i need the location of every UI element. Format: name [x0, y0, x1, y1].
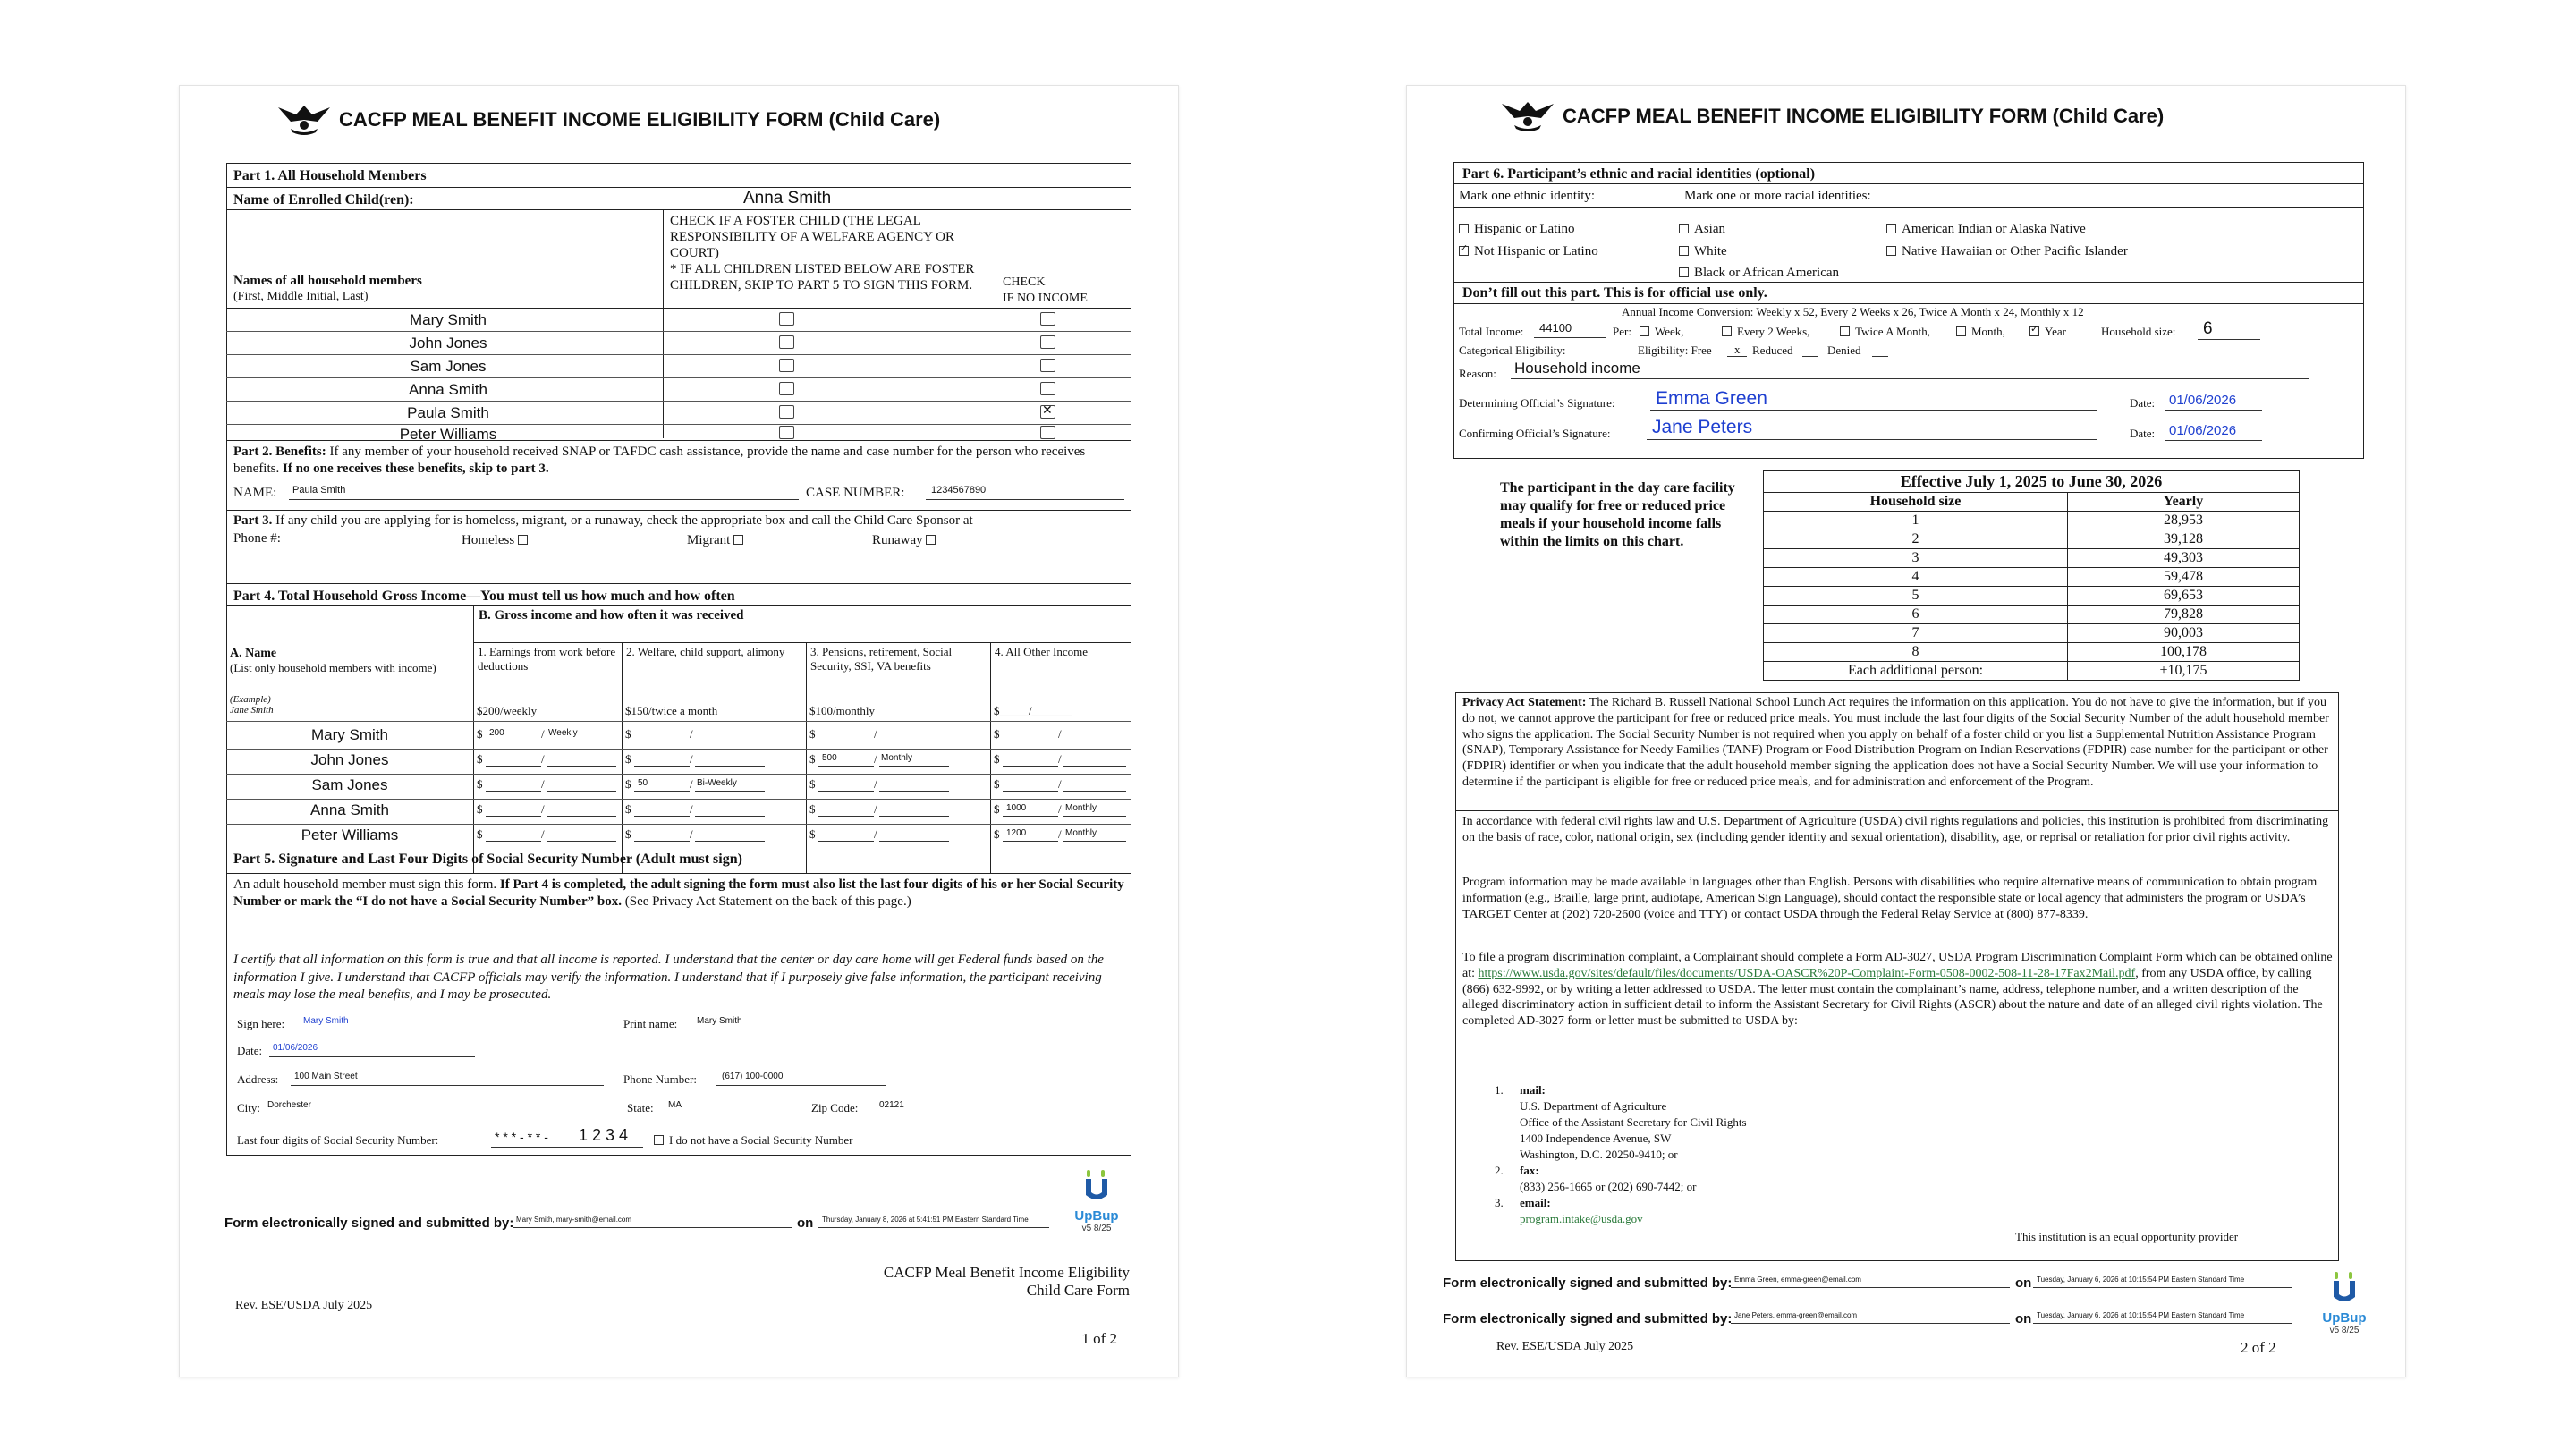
household-size-cell: 2	[1764, 530, 2068, 549]
determining-signature[interactable]: Emma Green	[1656, 388, 1767, 409]
no-income-header-2: IF NO INCOME	[1003, 292, 1088, 305]
address-value[interactable]: 100 Main Street	[294, 1072, 358, 1081]
income-member-name[interactable]: Peter Williams	[301, 826, 399, 843]
ethnic-option[interactable]	[1459, 222, 1574, 237]
frequency-separator: /	[874, 827, 877, 841]
dollar-sign: $	[477, 827, 483, 841]
civil-rights-p2: Program information may be made available in languages other than English. Persons with disabilities who require alternative means of communication to obtain program information (e.g., Braille, large print, audiotape, American Sign Language), should contact the responsible state or local agency that administers the program or USDA’s TARGET Center at (202) 720-2600 (voice and TTY) or contact USDA through the Federal Relay Service at (800) 877-8339.	[1462, 876, 2318, 921]
reduced-label: Reduced	[1752, 343, 1793, 357]
revision-label: Rev. ESE/USDA July 2025	[1496, 1340, 1634, 1353]
example-val-3: $100/monthly	[809, 704, 875, 717]
upbup-icon	[2330, 1270, 2359, 1306]
racial-option-label: Black or African American	[1694, 266, 1840, 280]
part3-lead: Part 3.	[233, 513, 273, 528]
email-number: 3.	[1495, 1196, 1504, 1209]
no-income-checkbox-checked[interactable]	[1040, 405, 1055, 419]
per-option[interactable]	[2029, 326, 2066, 338]
table-row	[1764, 624, 2300, 643]
part2-body: If any member of your household received SNAP or TAFDC cash assistance, provide the name and case number for the person who receives benefits.	[233, 445, 1086, 476]
part4-col-b: B. Gross income and how often it was received	[479, 608, 744, 623]
signed-on-value: Thursday, January 8, 2026 at 5:41:51 PM Eastern Standard Time	[822, 1216, 1029, 1224]
upbup-version: v5 8/25	[2329, 1326, 2360, 1335]
racial-option-label: White	[1694, 244, 1727, 258]
determining-date-label: Date:	[2130, 396, 2156, 410]
frequency-separator: /	[1058, 802, 1062, 816]
table-row	[1764, 587, 2300, 606]
household-size-cell: 1	[1764, 512, 2068, 530]
email-label: email:	[1520, 1196, 1551, 1209]
signed-on-label: on	[797, 1216, 814, 1231]
eligibility-label: Eligibility: Free	[1638, 343, 1712, 357]
part4-col1: 1. Earnings from work before deductions	[478, 645, 616, 673]
case-number-label: CASE NUMBER:	[806, 486, 905, 500]
print-name-value[interactable]: Mary Smith	[697, 1016, 742, 1026]
complaint-text-b: , from any USDA office, by calling (866) 632-9992, or by writing a letter addressed to USDA. The letter must contain the complainant’s name, address, telephone number, and a written description of the alleged discriminatory action in sufficient detail to inform the Assistant Secretary for Civil Rights (ASCR) about the nature and date of an alleged civil rights violation. The completed AD-3027 form or letter must be submitted to USDA by:	[1462, 966, 2323, 1029]
privacy-text: The Richard B. Russell National School Lunch Act requires the information on this application. You do not have to give the information, but if you do not, we cannot approve the participant for free or reduced price meals. You must include the last four digits of the Social Security Number of the adult household member who signs the application. The Social Security Number is not required when you apply on behalf of a foster child or you list a Supplemental Nutrition Assistance Program (SNAP), Temporary Assistance for Needy Families (TANF) Program or Food Distribution Program on Indian Reservations (FDPIR) case number for the participant or other (FDPIR) identifier or when you indicate that the adult household member signing the application does not have a Social Security Number. We will use your information to determine if the participant is eligible for free or reduced price meals, and for administration and enforcement of the Program.	[1462, 696, 2329, 789]
page-header	[1500, 98, 2164, 134]
table-row	[1764, 606, 2300, 624]
income-member-name[interactable]: Anna Smith	[310, 801, 389, 818]
civil-rights-p3	[1462, 950, 2335, 1030]
runaway-label: Runaway	[872, 533, 923, 547]
member-name[interactable]: Mary Smith	[410, 311, 487, 328]
determining-label: Determining Official’s Signature:	[1459, 396, 1615, 410]
dollar-sign: $	[809, 777, 816, 791]
signed-by-value-2: Jane Peters, emma-green@email.com	[1734, 1311, 1858, 1319]
ethnic-label: Mark one ethnic identity:	[1459, 189, 1596, 203]
form-page-1	[179, 85, 1179, 1377]
income-amount[interactable]: 1200	[1006, 828, 1027, 838]
income-table-col-yearly: Yearly	[2068, 493, 2300, 512]
signed-by-value: Mary Smith, mary-smith@email.com	[516, 1216, 632, 1224]
income-amount[interactable]: 200	[489, 728, 504, 738]
complaint-form-link[interactable]: https://www.usda.gov/sites/default/files/documents/USDA-OASCR%20P-Complaint-Form-0508-0002-508-11-28-17Fax2Mail.pdf	[1478, 966, 2136, 980]
per-option-label: Every 2 Weeks,	[1737, 325, 1810, 338]
member-name[interactable]: Paula Smith	[407, 404, 489, 421]
yearly-limit-cell: 49,303	[2068, 549, 2300, 568]
dollar-sign: $	[625, 752, 631, 766]
dollar-sign: $	[625, 802, 631, 816]
names-label: Names of all household members	[233, 274, 422, 288]
yearly-limit-cell: 100,178	[2068, 643, 2300, 662]
runaway-checkbox[interactable]	[926, 535, 936, 545]
per-checkbox[interactable]	[1956, 326, 1966, 336]
signed-on-value-2: Tuesday, January 6, 2026 at 10:15:54 PM Eastern Standard Time	[2037, 1311, 2245, 1319]
part4-col-a-sub: (List only household members with income)	[230, 661, 436, 674]
per-checkbox[interactable]	[1840, 326, 1850, 336]
income-amount[interactable]: 500	[822, 753, 837, 763]
form-title: CACFP MEAL BENEFIT INCOME ELIGIBILITY FORM (Child Care)	[339, 108, 941, 131]
part2-text	[233, 444, 1128, 478]
ethnic-checkbox[interactable]	[1459, 224, 1469, 233]
additional-person-value: +10,175	[2068, 662, 2300, 681]
part2-lead: Part 2. Benefits:	[233, 445, 326, 459]
homeless-label: Homeless	[462, 533, 515, 547]
migrant-option[interactable]	[687, 533, 749, 548]
foster-header: CHECK IF A FOSTER CHILD (THE LEGAL RESPONSIBILITY OF A WELFARE AGENCY OR COURT) * IF ALL CHILDREN LISTED BELOW ARE FOSTER CHILDREN, SKIP TO PART 5 TO SIGN THIS FORM.	[670, 214, 975, 292]
state-label: State:	[627, 1101, 654, 1114]
foster-checkbox[interactable]	[779, 312, 794, 326]
household-size-cell: 4	[1764, 568, 2068, 587]
dollar-sign: $	[625, 777, 631, 791]
part3-body: If any child you are applying for is homeless, migrant, or a runaway, check the appropriate box and call the Child Care Sponsor at	[272, 513, 973, 528]
income-member-name[interactable]: Mary Smith	[311, 726, 388, 743]
official-heading: Don’t fill out this part. This is for official use only.	[1462, 285, 1767, 301]
member-name[interactable]: Anna Smith	[409, 381, 487, 398]
income-limits-table	[1763, 470, 2300, 681]
income-frequency[interactable]: Monthly	[881, 753, 913, 763]
dollar-sign: $	[994, 827, 1000, 841]
no-income-checkbox[interactable]	[1040, 312, 1055, 326]
table-row	[1764, 549, 2300, 568]
yearly-limit-cell: 90,003	[2068, 624, 2300, 643]
frequency-separator: /	[690, 777, 693, 791]
form-title: CACFP MEAL BENEFIT INCOME ELIGIBILITY FORM (Child Care)	[1563, 105, 2165, 127]
no-income-checkbox[interactable]	[1040, 426, 1055, 439]
frequency-separator: /	[690, 802, 693, 816]
state-value[interactable]: MA	[668, 1100, 682, 1110]
frequency-separator: /	[1058, 752, 1062, 766]
racial-option[interactable]	[1679, 244, 1727, 259]
frequency-separator: /	[690, 752, 693, 766]
income-conversion: Annual Income Conversion: Weekly x 52, Every 2 Weeks x 26, Twice A Month x 24, Monthly x 12	[1622, 305, 2084, 318]
household-size-cell: 3	[1764, 549, 2068, 568]
ethnic-option[interactable]	[1459, 244, 1598, 259]
part5-text-c: (See Privacy Act Statement on the back of this page.)	[622, 894, 911, 909]
racial-checkbox[interactable]	[1886, 246, 1896, 256]
total-income-label: Total Income:	[1459, 325, 1524, 338]
mail-line: U.S. Department of Agriculture	[1520, 1099, 1667, 1113]
frequency-separator: /	[541, 752, 545, 766]
household-size-value[interactable]: 6	[2203, 319, 2213, 338]
fax-label: fax:	[1520, 1164, 1539, 1177]
confirming-date[interactable]: 01/06/2026	[2169, 423, 2237, 438]
per-checkbox-checked[interactable]	[2029, 326, 2039, 336]
enrolled-value[interactable]: Anna Smith	[743, 189, 832, 208]
foster-checkbox[interactable]	[779, 405, 794, 419]
racial-checkbox[interactable]	[1679, 224, 1689, 233]
racial-option-label: American Indian or Alaska Native	[1902, 222, 2086, 236]
foster-checkbox[interactable]	[779, 359, 794, 372]
no-ssn-label: I do not have a Social Security Number	[669, 1133, 853, 1147]
part6-heading: Part 6. Participant’s ethnic and racial identities (optional)	[1462, 166, 1816, 182]
racial-option-label: Native Hawaiian or Other Pacific Islander	[1902, 244, 2128, 258]
racial-checkbox[interactable]	[1679, 246, 1689, 256]
ssn-label: Last four digits of Social Security Number:	[237, 1133, 439, 1147]
homeless-option[interactable]	[462, 533, 533, 548]
zip-label: Zip Code:	[811, 1101, 859, 1114]
part5-text-a: An adult household member must sign this form.	[233, 877, 500, 892]
page-header	[276, 102, 940, 138]
signed-by-label: Form electronically signed and submitted by:	[1443, 1275, 1733, 1291]
no-ssn-option[interactable]	[654, 1134, 852, 1147]
dollar-sign: $	[809, 827, 816, 841]
racial-option[interactable]	[1886, 222, 2086, 237]
enrolled-label: Name of Enrolled Child(ren):	[233, 192, 414, 208]
dollar-sign: $	[477, 777, 483, 791]
runaway-option[interactable]	[872, 533, 941, 548]
dollar-sign: $	[477, 752, 483, 766]
mail-line: Office of the Assistant Secretary for Civil Rights	[1520, 1115, 1747, 1129]
mail-number: 1.	[1495, 1083, 1504, 1097]
dollar-sign: $	[477, 727, 483, 741]
additional-person-label: Each additional person:	[1764, 662, 2068, 681]
frequency-separator: /	[874, 802, 877, 816]
mail-line: Washington, D.C. 20250-9410; or	[1520, 1148, 1678, 1161]
upbup-brand: UpBup	[1074, 1208, 1119, 1224]
dollar-sign: $	[994, 752, 1000, 766]
email-link[interactable]: program.intake@usda.gov	[1520, 1212, 1643, 1225]
frequency-separator: /	[1058, 727, 1062, 741]
income-table-body	[1764, 512, 2300, 681]
upbup-icon	[1082, 1168, 1111, 1204]
signed-by-label-2: Form electronically signed and submitted by:	[1443, 1311, 1733, 1326]
migrant-checkbox[interactable]	[733, 535, 743, 545]
part2-skip: If no one receives these benefits, skip to part 3.	[282, 461, 549, 476]
mail-label: mail:	[1520, 1083, 1546, 1097]
racial-option-label: Asian	[1694, 222, 1725, 236]
ethnic-option-label: Hispanic or Latino	[1474, 222, 1575, 236]
city-value[interactable]: Dorchester	[267, 1100, 311, 1110]
print-name-label: Print name:	[623, 1017, 678, 1030]
ethnic-option-label: Not Hispanic or Latino	[1474, 244, 1598, 258]
dollar-sign: $	[809, 752, 816, 766]
privacy-statement	[1462, 695, 2335, 791]
determining-date[interactable]: 01/06/2026	[2169, 393, 2237, 408]
signed-on-value: Tuesday, January 6, 2026 at 10:15:54 PM Eastern Standard Time	[2037, 1275, 2245, 1284]
example-val-4: $_____/_______	[994, 704, 1073, 717]
fax-number: 2.	[1495, 1164, 1504, 1177]
per-checkbox[interactable]	[1722, 326, 1732, 336]
dollar-sign: $	[809, 802, 816, 816]
per-option-label: Twice A Month,	[1855, 325, 1930, 338]
page-number: 2 of 2	[2241, 1339, 2276, 1356]
income-member-name[interactable]: Sam Jones	[311, 776, 388, 793]
dollar-sign: $	[477, 802, 483, 816]
income-frequency[interactable]: Monthly	[1065, 828, 1097, 838]
signed-on-label-2: on	[2015, 1311, 2032, 1326]
example-name: Jane Smith	[230, 705, 274, 716]
phone-number-label: Phone Number:	[623, 1072, 697, 1086]
names-sublabel: (First, Middle Initial, Last)	[233, 290, 369, 303]
per-option-label: Month,	[1971, 325, 2005, 338]
total-income-value[interactable]: 44100	[1539, 321, 1572, 335]
page-number: 1 of 2	[1081, 1330, 1117, 1347]
no-income-checkbox[interactable]	[1040, 335, 1055, 349]
table-row	[1764, 568, 2300, 587]
yearly-limit-cell: 39,128	[2068, 530, 2300, 549]
household-size-label: Household size:	[2101, 325, 2176, 338]
income-amount[interactable]: 50	[638, 778, 648, 788]
frequency-separator: /	[1058, 777, 1062, 791]
frequency-separator: /	[874, 727, 877, 741]
signature-value[interactable]: Mary Smith	[303, 1016, 349, 1026]
part4-col-a: A. Name	[230, 647, 277, 660]
form-name-line1: CACFP Meal Benefit Income Eligibility	[883, 1264, 1130, 1281]
household-size-cell: 6	[1764, 606, 2068, 624]
racial-option[interactable]	[1886, 244, 2128, 259]
yearly-limit-cell: 28,953	[2068, 512, 2300, 530]
form-name-line2: Child Care Form	[1026, 1282, 1130, 1299]
per-option-label: Week,	[1655, 325, 1684, 338]
revision-label: Rev. ESE/USDA July 2025	[235, 1299, 373, 1312]
address-label: Address:	[237, 1072, 279, 1086]
part4-heading: Part 4. Total Household Gross Income—You must tell us how much and how often	[233, 589, 735, 604]
phone-number-value[interactable]: (617) 100-0000	[722, 1072, 784, 1081]
part5-text-b: If Part 4 is completed, the adult signing the form must also list the last four digits of his or her Social Security Number or mark the “I do not have a Social Security Number” box.	[233, 877, 1124, 909]
example-val-2: $150/twice a month	[625, 704, 718, 717]
member-name[interactable]: Peter Williams	[399, 426, 497, 443]
signed-by-label: Form electronically signed and submitted by:	[225, 1216, 514, 1231]
household-size-cell: 5	[1764, 587, 2068, 606]
confirming-date-label: Date:	[2130, 427, 2156, 440]
confirming-signature[interactable]: Jane Peters	[1652, 417, 1753, 437]
upbup-version: v5 8/25	[1081, 1224, 1112, 1233]
phone-label: Phone #:	[233, 531, 281, 546]
part4-col3: 3. Pensions, retirement, Social Security, SSI, VA benefits	[810, 645, 953, 673]
racial-checkbox[interactable]	[1679, 267, 1689, 277]
fax-line: (833) 256-1665 or (202) 690-7442; or	[1520, 1180, 1697, 1193]
zip-value[interactable]: 02121	[879, 1100, 904, 1110]
ssn-last-four[interactable]: 1 2 3 4	[579, 1126, 629, 1144]
denied-label: Denied	[1827, 343, 1861, 357]
civil-rights-p1: In accordance with federal civil rights law and U.S. Department of Agriculture (USDA) civil rights regulations and policies, this institution is prohibited from discriminating on the basis of race, color, national origin, sex (including gender identity and sexual orientation), disability, age, or reprisal or retaliation for prior civil rights activity.	[1462, 815, 2329, 844]
income-amount[interactable]: 1000	[1006, 803, 1027, 813]
part3-text	[233, 513, 1128, 529]
table-row	[1764, 512, 2300, 530]
foster-checkbox[interactable]	[779, 335, 794, 349]
form-page-2	[1406, 85, 2406, 1377]
benefits-name-label: NAME:	[233, 486, 277, 500]
per-option[interactable]	[1840, 326, 1930, 338]
example-label: (Example)	[230, 694, 271, 705]
racial-option[interactable]	[1679, 222, 1725, 237]
ssn-mask: * * * - * * -	[495, 1130, 548, 1144]
dollar-sign: $	[625, 727, 631, 741]
dollar-sign: $	[625, 827, 631, 841]
frequency-separator: /	[541, 827, 545, 841]
racial-checkbox[interactable]	[1886, 224, 1896, 233]
per-option[interactable]	[1722, 326, 1809, 338]
foster-checkbox[interactable]	[779, 426, 794, 439]
per-option[interactable]	[1640, 326, 1684, 338]
income-table-title: Effective July 1, 2025 to June 30, 2026	[1764, 471, 2300, 493]
frequency-separator: /	[541, 802, 545, 816]
eligibility-free-mark[interactable]: x	[1734, 343, 1741, 356]
frequency-separator: /	[541, 777, 545, 791]
upbup-brand: UpBup	[2322, 1310, 2367, 1326]
part4-col4: 4. All Other Income	[995, 645, 1088, 658]
reason-label: Reason:	[1459, 367, 1496, 380]
frequency-separator: /	[690, 727, 693, 741]
frequency-separator: /	[874, 752, 877, 766]
household-size-cell: 7	[1764, 624, 2068, 643]
income-member-name[interactable]: John Jones	[310, 751, 389, 768]
homeless-checkbox[interactable]	[518, 535, 528, 545]
yearly-limit-cell: 59,478	[2068, 568, 2300, 587]
frequency-separator: /	[690, 827, 693, 841]
per-checkbox[interactable]	[1640, 326, 1649, 336]
table-row	[1764, 530, 2300, 549]
confirming-label: Confirming Official’s Signature:	[1459, 427, 1611, 440]
categorical-label: Categorical Eligibility:	[1459, 343, 1566, 357]
frequency-separator: /	[541, 727, 545, 741]
usda-eagle-icon	[1500, 98, 1555, 134]
part4-col2: 2. Welfare, child support, alimony	[626, 645, 785, 658]
signed-on-label: on	[2015, 1275, 2032, 1291]
part5-instructions	[233, 877, 1128, 911]
income-frequency[interactable]: Bi-Weekly	[697, 778, 737, 788]
per-option[interactable]	[1956, 326, 2005, 338]
part1-heading: Part 1. All Household Members	[233, 168, 427, 183]
member-name[interactable]: John Jones	[409, 335, 487, 352]
per-label: Per:	[1613, 325, 1631, 338]
mail-line: 1400 Independence Avenue, SW	[1520, 1131, 1672, 1145]
dollar-sign: $	[809, 727, 816, 741]
yearly-limit-cell: 69,653	[2068, 587, 2300, 606]
usda-eagle-icon	[276, 102, 332, 138]
racial-option[interactable]	[1679, 266, 1839, 281]
example-val-1: $200/weekly	[477, 704, 538, 717]
frequency-separator: /	[874, 777, 877, 791]
case-number-value[interactable]: 1234567890	[931, 485, 987, 496]
reason-value[interactable]: Household income	[1514, 360, 1640, 377]
benefits-name-value[interactable]: Paula Smith	[292, 485, 346, 496]
income-table-col-household: Household size	[1764, 493, 2068, 512]
no-income-checkbox[interactable]	[1040, 382, 1055, 395]
racial-label: Mark one or more racial identities:	[1684, 189, 1871, 203]
dollar-sign: $	[994, 727, 1000, 741]
signed-by-value: Emma Green, emma-green@email.com	[1734, 1275, 1861, 1284]
foster-checkbox[interactable]	[779, 382, 794, 395]
city-label: City:	[237, 1101, 261, 1114]
migrant-label: Migrant	[687, 533, 731, 547]
dollar-sign: $	[994, 777, 1000, 791]
income-frequency[interactable]: Weekly	[548, 728, 578, 738]
household-size-cell: 8	[1764, 643, 2068, 662]
no-ssn-checkbox[interactable]	[654, 1135, 664, 1145]
ethnic-checkbox-checked[interactable]	[1459, 246, 1469, 256]
date-label: Date:	[237, 1044, 263, 1057]
part5-heading: Part 5. Signature and Last Four Digits of Social Security Number (Adult must sign)	[233, 852, 742, 867]
privacy-lead: Privacy Act Statement:	[1462, 696, 1587, 709]
per-option-label: Year	[2045, 325, 2066, 338]
table-row-additional	[1764, 662, 2300, 681]
no-income-header: CHECK	[1003, 275, 1046, 289]
member-name[interactable]: Sam Jones	[410, 358, 487, 375]
complaint-text-a: To file a program discrimination complaint, a Complainant should complete a Form AD-3027, USDA Program Discrimination Complaint Form which can be obtained online at:	[1462, 951, 2333, 980]
sign-here-label: Sign here:	[237, 1017, 285, 1030]
date-value[interactable]: 01/06/2026	[273, 1043, 318, 1053]
frequency-separator: /	[1058, 827, 1062, 841]
yearly-limit-cell: 79,828	[2068, 606, 2300, 624]
income-frequency[interactable]: Monthly	[1065, 803, 1097, 813]
upbup-logo	[2318, 1270, 2371, 1335]
no-income-checkbox[interactable]	[1040, 359, 1055, 372]
dollar-sign: $	[994, 802, 1000, 816]
income-chart-note: The participant in the day care facility may qualify for free or reduced price meals if your household income falls within the limits on this chart.	[1500, 480, 1735, 549]
equal-opportunity: This institution is an equal opportunity provider	[2015, 1230, 2239, 1243]
upbup-logo	[1070, 1168, 1123, 1233]
table-row	[1764, 643, 2300, 662]
certification-text: I certify that all information on this form is true and that all income is reported. I understand that the center or day care home will get Federal funds based on the information I give. I understand that CACFP officials may verify the information. I understand that if I purposely give false information, the participant receiving meals may lose the meal benefits, and I may be prosecuted.	[233, 953, 1104, 1002]
